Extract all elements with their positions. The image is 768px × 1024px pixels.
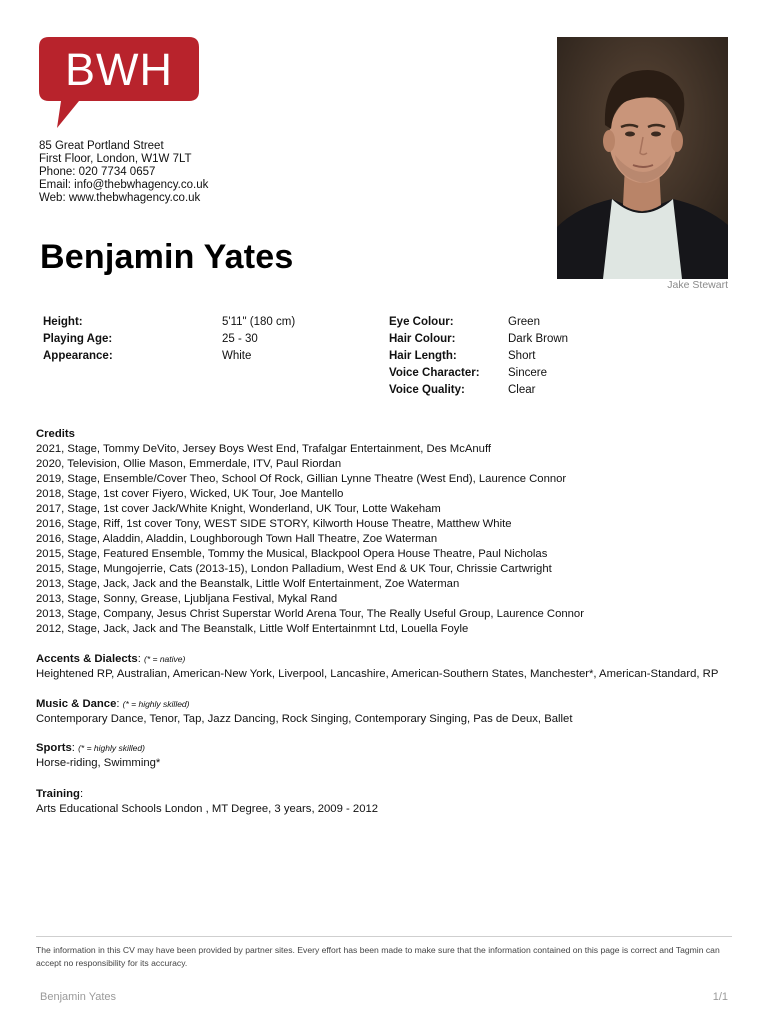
attributes-left-values (222, 314, 295, 365)
attr-label-hair-length: Hair Length: (389, 350, 457, 362)
address-street: 85 Great Portland Street (39, 140, 164, 152)
attr-label-height: Height: (43, 316, 83, 328)
credit-item: 2017, Stage, 1st cover Jack/White Knight, Wonderland, UK Tour, Lotte Wakeham (36, 503, 441, 515)
credits-section (36, 427, 584, 637)
music-title: Music & Dance (36, 698, 117, 710)
music-section: Music & Dance: (* = highly skilled) Contemporary Dance, Tenor, Tap, Jazz Dancing, Rock Singing, Contemporary Singing, Pas de Deux, Ballet (36, 698, 573, 725)
credit-item: 2013, Stage, Sonny, Grease, Ljubljana Festival, Mykal Rand (36, 593, 338, 605)
attr-value-height: 5'11" (180 cm) (222, 316, 296, 328)
credit-item: 2015, Stage, Mungojerrie, Cats (2013-15), London Palladium, West End & UK Tour, Chrissie Cartwright (36, 563, 552, 575)
attr-label-appearance: Appearance: (43, 350, 113, 362)
attr-value-voice-quality: Clear (508, 384, 536, 396)
accents-title: Accents & Dialects (36, 653, 138, 665)
training-title: Training (36, 788, 80, 800)
music-note: (* = highly skilled) (122, 699, 190, 709)
training-section: Training: Arts Educational Schools London , MT Degree, 3 years, 2009 - 2012 (36, 788, 379, 815)
footer-actor-name: Benjamin Yates (40, 991, 117, 1003)
photo-credit: Jake Stewart (667, 279, 728, 291)
accents-section: Accents & Dialects: (* = native) Heightened RP, Australian, American-New York, Liverpool, Lancashire, American-Southern States, Manchester*, American-Standard, RP (36, 653, 719, 680)
address-web[interactable]: Web: www.thebwhagency.co.uk (39, 192, 201, 204)
page-number: 1/1 (712, 991, 728, 1003)
address-city: First Floor, London, W1W 7LT (39, 153, 192, 165)
attributes-right-labels (389, 314, 480, 399)
headshot-photo (557, 37, 728, 279)
actor-name: Benjamin Yates (40, 238, 294, 276)
attributes-right-values (508, 314, 568, 399)
address-phone: Phone: 020 7734 0657 (39, 166, 156, 178)
address-email[interactable]: Email: info@thebwhagency.co.uk (39, 179, 209, 191)
attr-label-hair-colour: Hair Colour: (389, 333, 456, 345)
credit-item: 2021, Stage, Tommy DeVito, Jersey Boys West End, Trafalgar Entertainment, Des McAnuff (36, 443, 492, 455)
accents-note: (* = native) (144, 654, 186, 664)
sports-text: Horse-riding, Swimming* (36, 757, 161, 769)
attr-value-eye-colour: Green (508, 316, 540, 328)
attr-value-playing-age: 25 - 30 (222, 333, 258, 345)
credits-title: Credits (36, 428, 75, 440)
credit-item: 2012, Stage, Jack, Jack and The Beanstalk, Little Wolf Entertainmnt Ltd, Louella Foyle (36, 623, 469, 635)
credit-item: 2019, Stage, Ensemble/Cover Theo, School Of Rock, Gillian Lynne Theatre (West End), Laurence Connor (36, 473, 567, 485)
music-text: Contemporary Dance, Tenor, Tap, Jazz Dancing, Rock Singing, Contemporary Singing, Pas de Deux, Ballet (36, 713, 573, 725)
attr-label-voice-quality: Voice Quality: (389, 384, 465, 396)
attr-value-hair-length: Short (508, 350, 536, 362)
attr-label-eye-colour: Eye Colour: (389, 316, 454, 328)
footer-divider (36, 936, 732, 937)
agency-logo (39, 37, 199, 129)
attr-value-hair-colour: Dark Brown (508, 333, 569, 345)
logo-text: BWH (65, 44, 173, 95)
credits-list (36, 442, 584, 637)
sports-note: (* = highly skilled) (78, 743, 145, 753)
credit-item: 2013, Stage, Company, Jesus Christ Superstar World Arena Tour, The Really Useful Group, Laurence Connor (36, 608, 584, 620)
attr-label-playing-age: Playing Age: (43, 333, 113, 345)
attr-label-voice-character: Voice Character: (389, 367, 480, 379)
attr-value-voice-character: Sincere (508, 367, 547, 379)
sports-title: Sports (36, 742, 72, 754)
credit-item: 2018, Stage, 1st cover Fiyero, Wicked, UK Tour, Joe Mantello (36, 488, 344, 500)
attr-value-appearance: White (222, 350, 252, 362)
credit-item: 2020, Television, Ollie Mason, Emmerdale, ITV, Paul Riordan (36, 458, 342, 470)
attributes-left-labels (43, 314, 113, 365)
training-text: Arts Educational Schools London , MT Degree, 3 years, 2009 - 2012 (36, 803, 379, 815)
credit-item: 2015, Stage, Featured Ensemble, Tommy the Musical, Blackpool Opera House Theatre, Paul Nicholas (36, 548, 548, 560)
sports-section: Sports: (* = highly skilled) Horse-riding, Swimming* (36, 742, 161, 769)
credit-item: 2016, Stage, Riff, 1st cover Tony, WEST SIDE STORY, Kilworth House Theatre, Matthew White (36, 518, 512, 530)
footer-disclaimer: The information in this CV may have been provided by partner sites. Every effort has been made to make sure that the information contained on this page is correct and Tagmin can accept no responsibility for its accuracy. (36, 945, 720, 968)
accents-text: Heightened RP, Australian, American-New York, Liverpool, Lancashire, American-Southern States, Manchester*, American-Standard, RP (36, 668, 719, 680)
agency-address (39, 140, 208, 205)
credit-item: 2013, Stage, Jack, Jack and the Beanstalk, Little Wolf Entertainment, Zoe Waterman (36, 578, 460, 590)
credit-item: 2016, Stage, Aladdin, Aladdin, Loughborough Town Hall Theatre, Zoe Waterman (36, 533, 438, 545)
